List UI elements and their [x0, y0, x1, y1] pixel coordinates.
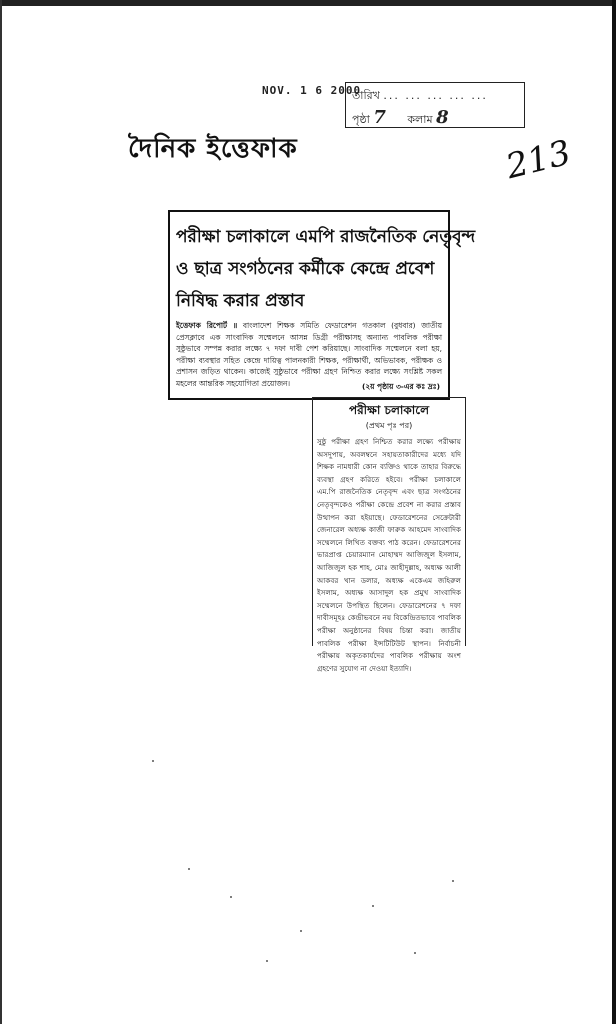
headline-line-2: ও ছাত্র সংগঠনের কর্মীকে কেন্দ্রে প্রবেশ	[176, 259, 435, 279]
scan-speck	[152, 760, 154, 762]
scan-speck	[452, 880, 454, 882]
scan-border-left	[0, 0, 2, 1024]
meta-date-dots: ... ... ... ... ...	[383, 89, 488, 102]
article-clipping-main	[168, 210, 476, 400]
meta-date-label: তারিখ	[352, 89, 380, 102]
article-body	[176, 320, 442, 390]
meta-column-label: কলাম	[407, 113, 433, 126]
continued-article-subtitle: (প্রথম পৃঃ পর)	[365, 421, 413, 430]
article-clipping-continued	[312, 397, 466, 673]
date-stamp: NOV. 1 6 2000	[262, 84, 362, 97]
scan-border-top	[0, 0, 616, 6]
handwritten-folio-number: 213	[502, 132, 575, 188]
meta-column-value: 8	[436, 107, 449, 128]
headline-line-3: নিষিদ্ধ করার প্রস্তাব	[176, 291, 305, 311]
headline-line-1: পরীক্ষা চলাকালে এমপি রাজনৈতিক নেতৃবৃন্দ	[176, 227, 476, 247]
continuation-note: (২য় পৃষ্ঠায় ৩-এর কঃ দ্রঃ)	[361, 382, 440, 391]
scan-speck	[372, 905, 374, 907]
continued-article-body: সুষ্ঠু পরীক্ষা গ্রহণ নিশ্চিত করার লক্ষ্যে পরীক্ষায় অসদুপায়, অবলম্বনে সহায়তাকারীদের মধ্যে যদি শিক্ষক নামধারী কোন ব্যক্তিও থাকে তাহার বিরুদ্ধে ব্যবস্থা গ্রহণ করিতে হইবে। পরীক্ষা চলাকালে এম.পি রাজনৈতিক নেতৃবৃন্দ এবং ছাত্র সংগঠনের নেতৃবৃন্দকেও পরীক্ষা কেন্দ্রে প্রবেশ না করার প্রস্তাব উত্থাপন করা হইয়াছে। ফেডারেশনের সেক্রেটারী জেনারেল অধ্যক্ষ কাজী ফারুক আহমেদ সাংবাদিক সম্মেলনে লিখিত বক্তব্য পাঠ করেন। ফেডারেশনের ভারপ্রাপ্ত চেয়ারম্যান মোহাম্মদ আজিজুল ইসলাম, আজিজুল হক শাহ, মোঃ জাহীদুল্লাহ, অধ্যক্ষ আলী আকবর খান ডলার, অধ্যক্ষ একেএম জহিরুল ইসলাম, অধ্যক্ষ আসাদুল হক প্রমুখ সাংবাদিক সম্মেলনে উপস্থিত ছিলেন। ফেডারেশনের ৭ দফা দাবীসমূহঃ কেন্দ্রীভবনে নয় বিকেন্দ্রিতভাবে পাবলিক পরীক্ষা অনুষ্ঠানের বিষয় চিন্তা করা। জাতীয় পাবলিক পরীক্ষা ইন্সটিটিউট স্থাপন। নির্বাচনী পরীক্ষায় অকৃতকার্যদের পাবলিক পরীক্ষায় অংশ গ্রহণের সুযোগ না দেওয়া ইত্যাদি।	[317, 437, 461, 673]
meta-page-value: 7	[373, 107, 386, 128]
clipping-meta-box	[345, 82, 525, 128]
scan-speck	[414, 952, 416, 954]
article-body-text: বাংলাদেশ শিক্ষক সমিতি ফেডারেশন গতকাল (বুধবার) জাতীয় প্রেসক্লাবে এক সাংবাদিক সম্মেলনে আসন্ন ডিগ্রী পরীক্ষাসহ অন্যান্য পাবলিক পরীক্ষা সুষ্ঠুভাবে সম্পন্ন করার লক্ষ্যে ৭ দফা দাবী পেশ করিয়াছে। সাংবাদিক সম্মেলনে বলা হয়, পরীক্ষা ব্যবস্থার সহিত কেন্দ্রে দায়িত্ব পালনকারী শিক্ষক, পরীক্ষার্থী, অভিভাবক, পরীক্ষক ও প্রশাসন জড়িত থাকেন। কাজেই সুষ্ঠুভাবে পরীক্ষা গ্রহণ নিশ্চিত করার লক্ষ্যে সংশ্লিষ্ট সকল মহলের আন্তরিক সহযোগিতা প্রয়োজন।	[176, 321, 442, 388]
meta-page-label: পৃষ্ঠা	[352, 113, 370, 126]
scan-border-right	[612, 0, 616, 1024]
scan-speck	[266, 960, 268, 962]
scan-speck	[300, 930, 302, 932]
article-byline: ইত্তেফাক রিপোর্ট ॥	[176, 321, 238, 330]
continued-article-title: পরীক্ষা চলাকালে	[348, 403, 430, 417]
newspaper-name: দৈনিক ইত্তেফাক	[128, 134, 298, 164]
meta-date-row	[352, 87, 488, 106]
scan-speck	[188, 868, 190, 870]
scan-speck	[230, 896, 232, 898]
meta-page-row	[352, 107, 449, 130]
